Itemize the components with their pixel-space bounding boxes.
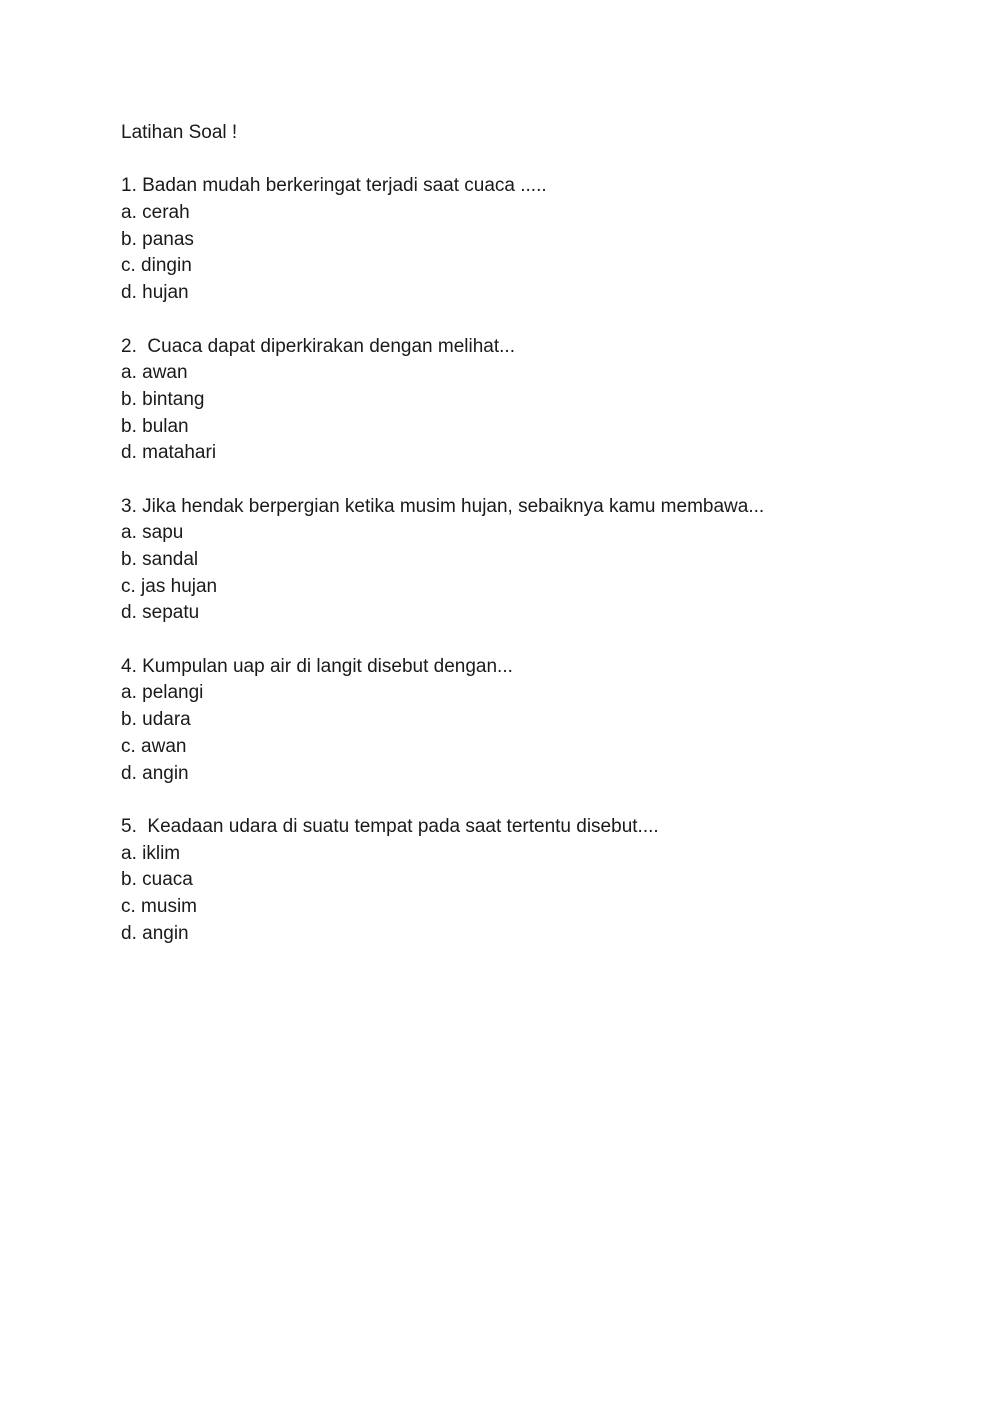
answer-option: d. sepatu <box>121 602 200 624</box>
question-text: 3. Jika hendak berpergian ketika musim hujan, sebaiknya kamu membawa... <box>121 495 765 517</box>
question-text: 4. Kumpulan uap air di langit disebut dengan... <box>121 655 513 677</box>
answer-option: b. bulan <box>121 415 189 437</box>
answer-option: c. awan <box>121 735 187 757</box>
question-2 <box>121 334 941 467</box>
answer-option: b. bintang <box>121 388 205 410</box>
answer-option: c. musim <box>121 895 197 917</box>
worksheet-page <box>121 120 941 974</box>
answer-option: d. angin <box>121 922 189 944</box>
answer-option: a. sapu <box>121 522 184 544</box>
question-text: 5. Keadaan udara di suatu tempat pada saat tertentu disebut.... <box>121 815 659 837</box>
question-5 <box>121 814 941 947</box>
question-3 <box>121 494 941 627</box>
answer-option: b. udara <box>121 709 191 731</box>
question-text: 1. Badan mudah berkeringat terjadi saat cuaca ..... <box>121 175 547 197</box>
question-1 <box>121 173 941 306</box>
answer-option: c. dingin <box>121 255 192 277</box>
worksheet-title: Latihan Soal ! <box>121 122 238 143</box>
answer-option: d. hujan <box>121 282 189 304</box>
answer-option: d. matahari <box>121 442 217 464</box>
answer-option: d. angin <box>121 762 189 784</box>
answer-option: c. jas hujan <box>121 575 218 597</box>
answer-option: a. cerah <box>121 202 190 224</box>
answer-option: b. sandal <box>121 549 199 570</box>
answer-option: b. cuaca <box>121 869 193 891</box>
question-text: 2. Cuaca dapat diperkirakan dengan melihat... <box>121 335 515 357</box>
answer-option: a. awan <box>121 362 188 384</box>
answer-option: b. panas <box>121 228 194 250</box>
answer-option: a. pelangi <box>121 682 204 704</box>
question-4 <box>121 654 941 787</box>
answer-option: a. iklim <box>121 842 181 864</box>
